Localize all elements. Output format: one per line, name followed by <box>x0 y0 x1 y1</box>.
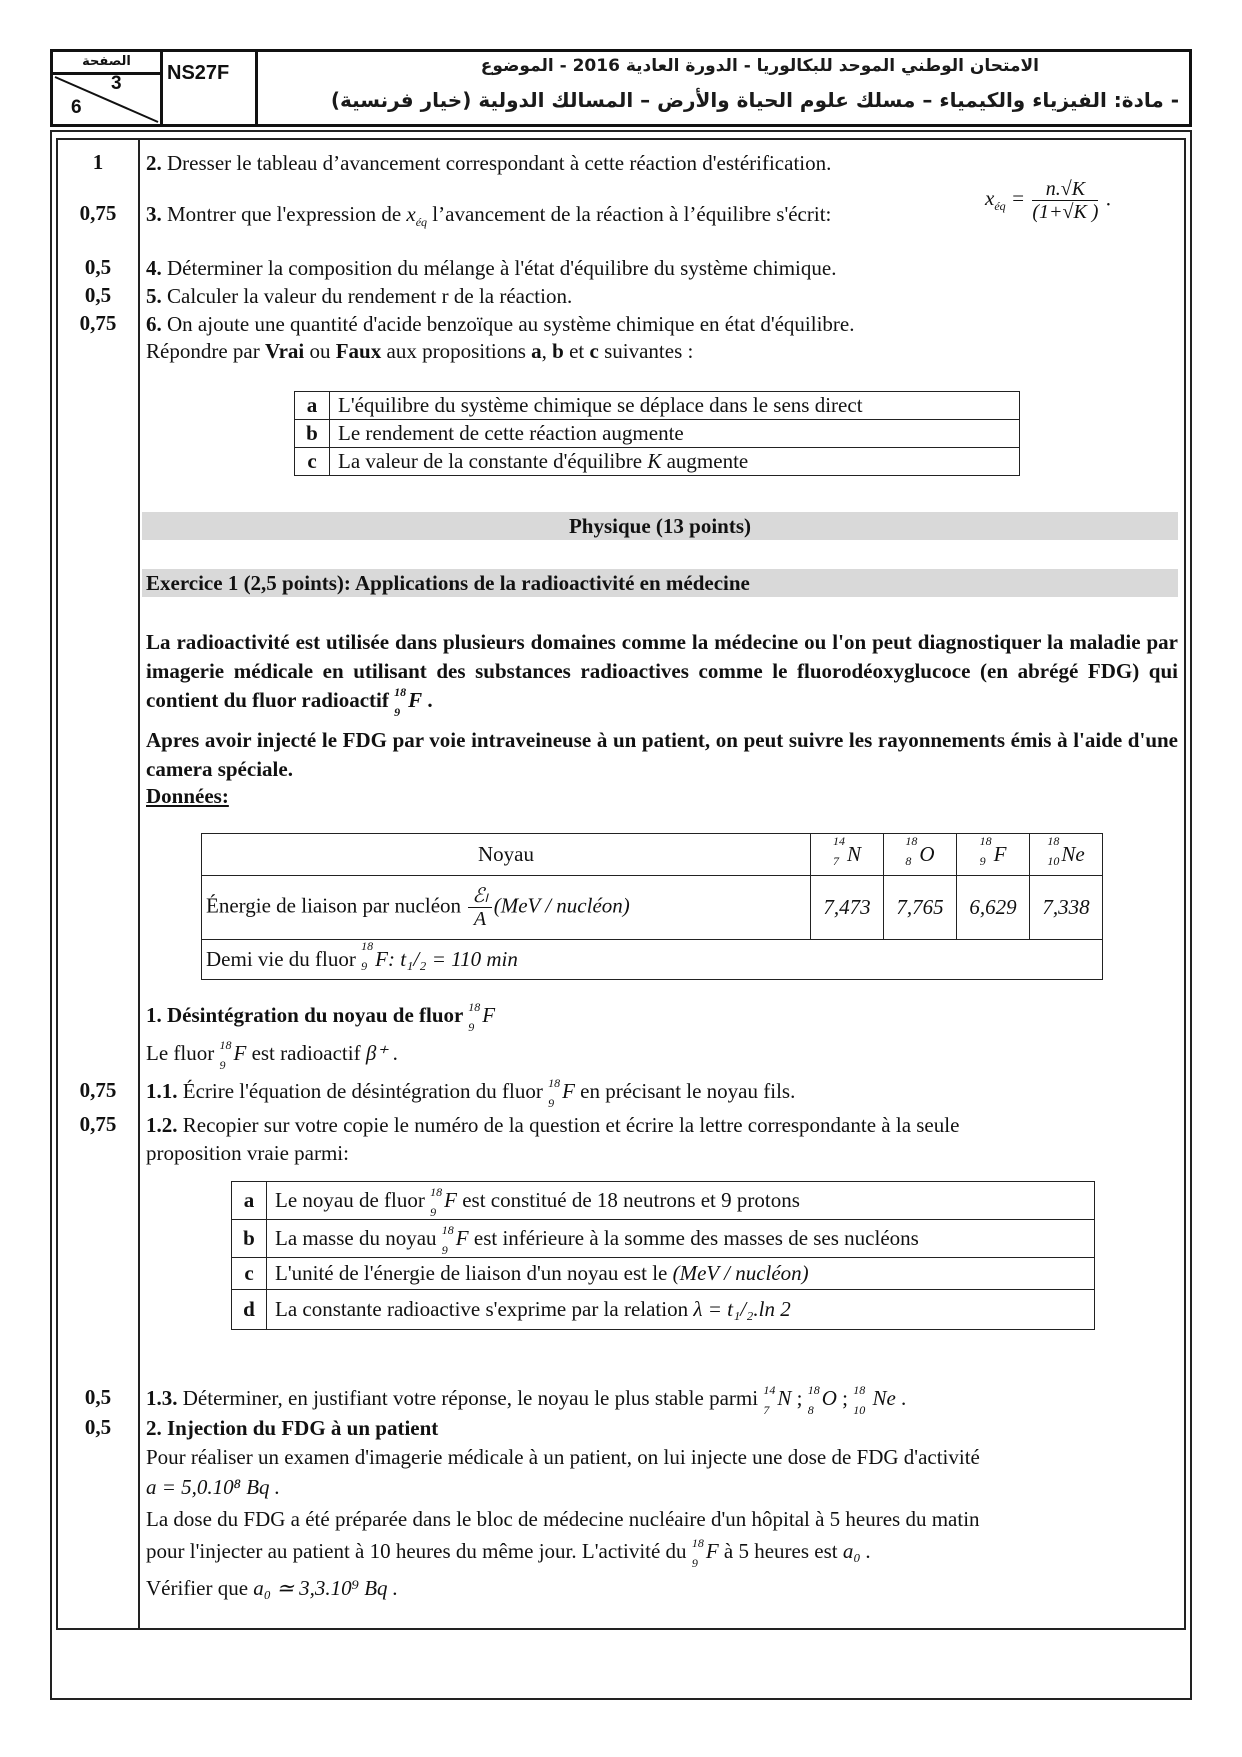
instruction-text: Répondre par <box>146 339 265 363</box>
option-text-part: L'unité de l'énergie de liaison d'un noyau est le <box>275 1261 673 1285</box>
option-letter: b <box>295 420 330 448</box>
energy-label: Énergie de liaison par nucléon <box>206 893 462 918</box>
variable-x: x <box>406 202 416 226</box>
separator: , <box>541 339 553 363</box>
formula-tail: . <box>1105 186 1111 211</box>
part2-line4: pour l'injecter au patient à 10 heures du même jour. L'activité du 18 9 F à 5 heures est a₀ . <box>146 1536 872 1570</box>
part2-line1: Pour réaliser un examen d'imagerie médicale à un patient, on lui injecte une dose de FDG d'activité <box>146 1445 980 1469</box>
table-row <box>232 1258 1095 1290</box>
intro-text: Le fluor <box>146 1041 220 1065</box>
separator: et <box>563 339 590 363</box>
exam-title <box>263 52 1189 124</box>
letter-c: c <box>589 339 599 363</box>
question-text: Montrer que l'expression de <box>161 202 407 226</box>
question-6 <box>146 311 855 337</box>
table-row <box>202 940 1103 980</box>
halflife-cell: Demi vie du fluor 18 9 F: t₁/₂ = 110 min <box>202 940 1103 980</box>
table-row <box>295 448 1020 476</box>
question-text: Calculer la valeur du rendement r de la réaction. <box>161 284 573 308</box>
question-text: Recopier sur votre copie le numéro de la question et écrire la lettre correspondante à la seule <box>177 1113 960 1137</box>
formula-numerator: n.√K <box>1032 178 1098 201</box>
energy-label-cell <box>202 876 811 940</box>
activity-a0: a₀ . <box>842 1539 872 1563</box>
frac-num: ℰₗ <box>468 885 491 908</box>
question-number: 6. <box>146 312 162 336</box>
question-2 <box>146 150 831 176</box>
formula-denominator: (1+√K ) <box>1032 201 1099 223</box>
faux-label: Faux <box>335 339 382 363</box>
part2-line3: La dose du FDG a été préparée dans le bloc de médecine nucléaire d'un hôpital à 5 heures du matin <box>146 1507 980 1531</box>
option-text-part: (MeV / nucléon) <box>672 1261 809 1285</box>
question-number: 1.2. <box>146 1113 178 1137</box>
question-number: 1.3. <box>146 1386 178 1410</box>
diagonal-divider-icon <box>53 75 160 124</box>
verify-formula: a₀ ≃ 3,3.10⁹ Bq . <box>253 1576 399 1600</box>
nucleus-n14: 14 7 N <box>811 834 884 876</box>
question-text-continued: l’avancement de la réaction à l’équilibre s'écrit: <box>427 202 832 226</box>
points-q13: 0,5 <box>84 1385 112 1409</box>
question-number: 3. <box>146 202 162 226</box>
table-row <box>202 834 1103 876</box>
option-text: Le noyau de fluor 18 9 F est constitué de 18 neutrons et 9 protons <box>267 1182 1095 1220</box>
section-title-physique: Physique (13 points) <box>142 512 1178 540</box>
question-number: 1.1. <box>146 1079 178 1103</box>
part2-activity: a = 5,0.10⁸ Bq . <box>146 1475 281 1499</box>
table-row <box>232 1290 1095 1330</box>
option-text-part: augmente <box>661 449 749 473</box>
option-text <box>267 1290 1095 1330</box>
frac-den: A <box>473 908 487 930</box>
points-q11: 0,75 <box>79 1078 117 1102</box>
instruction-text: suivantes : <box>598 339 694 363</box>
letter-a: a <box>531 339 542 363</box>
question-1-2 <box>146 1112 959 1138</box>
points-q3: 0,75 <box>79 201 117 225</box>
verify-text: Vérifier que <box>146 1576 254 1600</box>
points-q6: 0,75 <box>79 311 117 335</box>
part1-title-text: 1. Désintégration du noyau de fluor <box>146 1003 469 1027</box>
option-letter: d <box>232 1290 267 1330</box>
halflife-value: : t₁/₂ = 110 min <box>387 947 518 971</box>
constant-k: K <box>647 449 662 473</box>
part2-verify <box>146 1575 398 1601</box>
halflife-label: Demi vie du fluor <box>206 947 362 971</box>
nucleus-o18: 18 8 O <box>884 834 957 876</box>
option-text-part: Le noyau de fluor <box>275 1188 431 1212</box>
exam-header <box>50 49 1192 127</box>
points-q12: 0,75 <box>79 1112 117 1136</box>
option-text-part: La masse du noyau <box>275 1226 442 1250</box>
question-text: Déterminer, en justifiant votre réponse, le noyau le plus stable parmi <box>177 1386 764 1410</box>
question-1-2-continued: proposition vraie parmi: <box>146 1141 349 1165</box>
question-text: Écrire l'équation de désintégration du fluor <box>177 1079 549 1103</box>
instruction-text: aux propositions <box>381 339 532 363</box>
question-text: en précisant le noyau fils. <box>574 1079 796 1103</box>
table-row <box>295 420 1020 448</box>
beta-plus: β⁺ <box>365 1041 388 1065</box>
energy-value-f18: 6,629 <box>957 876 1030 940</box>
formula-xeq <box>985 178 1111 223</box>
q6-options-table <box>294 391 1020 476</box>
line-text: à 5 heures est <box>718 1539 843 1563</box>
formula-fraction <box>1032 178 1098 223</box>
question-4 <box>146 255 836 281</box>
option-text <box>330 448 1020 476</box>
question-3 <box>146 201 831 235</box>
exam-title-line1: الامتحان الوطني الموحد للبكالوريا - الدورة العادية 2016 - الموضوع <box>480 56 1039 76</box>
part2-title: 2. Injection du FDG à un patient <box>146 1416 439 1440</box>
question-text: On ajoute une quantité d'acide benzoïque au système chimique en état d'équilibre. <box>161 312 855 336</box>
page-current: 3 <box>111 73 122 94</box>
option-letter: a <box>232 1182 267 1220</box>
exercise-title: Exercice 1 (2,5 points): Applications de la radioactivité en médecine <box>142 569 1178 597</box>
table-row <box>232 1220 1095 1258</box>
option-text: L'équilibre du système chimique se déplace dans le sens direct <box>330 392 1020 420</box>
nucleus-f18: 18 9 F <box>957 834 1030 876</box>
question-text: Dresser le tableau d’avancement correspondant à cette réaction d'estérification. <box>161 151 832 175</box>
table-row <box>232 1182 1095 1220</box>
option-letter: c <box>295 448 330 476</box>
question-1-1: 1.1. Écrire l'équation de désintégration du fluor 18 9 F en précisant le noyau fils. <box>146 1076 796 1110</box>
vrai-label: Vrai <box>264 339 305 363</box>
exam-code: NS27F <box>163 52 258 124</box>
points-q5: 0,5 <box>84 283 112 307</box>
question-number: 4. <box>146 256 162 280</box>
energy-fraction <box>468 885 491 930</box>
option-text: La masse du noyau 18 9 F est inférieure à la somme des masses de ses nucléons <box>267 1220 1095 1258</box>
exam-title-line2: - مادة: الفيزياء والكيمياء – مسلك علوم الحياة والأرض – المسالك الدولية (خيار فرنسية) <box>330 88 1179 112</box>
option-letter: c <box>232 1258 267 1290</box>
letter-b: b <box>552 339 564 363</box>
formula-lhs: $x_{éq}$ = <box>985 186 1026 214</box>
option-letter: b <box>232 1220 267 1258</box>
noyau-header: Noyau <box>202 834 811 876</box>
points-q4: 0,5 <box>84 255 112 279</box>
energy-value-o18: 7,765 <box>884 876 957 940</box>
instruction-text: ou <box>304 339 336 363</box>
question-number: 5. <box>146 284 162 308</box>
question-6-instruction <box>146 338 693 364</box>
energy-value-n14: 7,473 <box>811 876 884 940</box>
question-number: 2. <box>146 151 162 175</box>
option-text-part: est constitué de 18 neutrons et 9 protons <box>462 1188 800 1212</box>
page-number-box <box>53 52 163 124</box>
option-text <box>267 1258 1095 1290</box>
option-text-part: La valeur de la constante d'équilibre <box>338 449 648 473</box>
option-text-part: La constante radioactive s'exprime par la relation <box>275 1297 694 1321</box>
nucleus-ne18: 18 10 Ne <box>1030 834 1103 876</box>
table-row <box>202 876 1103 940</box>
points-q2: 1 <box>92 150 104 174</box>
points-part2: 0,5 <box>84 1415 112 1439</box>
question-text: Déterminer la composition du mélange à l'état d'équilibre du système chimique. <box>161 256 837 280</box>
part1-title: 1. Désintégration du noyau de fluor 18 9 F <box>146 1000 496 1034</box>
part1-intro: Le fluor 18 9 F est radioactif β⁺ . <box>146 1038 398 1072</box>
energy-value-ne18: 7,338 <box>1030 876 1103 940</box>
page-label: الصفحة <box>53 52 160 75</box>
energy-unit: (MeV / nucléon) <box>493 893 630 918</box>
q12-options-table <box>231 1181 1095 1330</box>
option-text: Le rendement de cette réaction augmente <box>330 420 1020 448</box>
option-text-part: est inférieure à la somme des masses de ses nucléons <box>473 1226 919 1250</box>
nuclear-data-table <box>201 833 1103 980</box>
question-5 <box>146 283 572 309</box>
option-text-part: λ = t₁/₂.ln 2 <box>693 1297 791 1321</box>
intro-paragraph-2: Apres avoir injecté le FDG par voie intraveineuse à un patient, on peut suivre les rayonnements émis à l'aide d'une camera spéciale. <box>146 728 1178 781</box>
question-1-3: 1.3. Déterminer, en justifiant votre réponse, le noyau le plus stable parmi 14 7 N ; 18 8 O ; 18 10 Ne . <box>146 1383 907 1417</box>
option-letter: a <box>295 392 330 420</box>
table-row <box>295 392 1020 420</box>
intro-paragraph-1: La radioactivité est utilisée dans plusieurs domaines comme la médecine ou l'on peut diagnostiquer la maladie par imagerie médicale en utilisant des substances radioactives comme le fluorodéoxyglucoce (en abrégé FDG) qui contient du fluor radioactif 18 9 F . <box>146 630 1178 719</box>
intro-text: La radioactivité est utilisée dans plusieurs domaines comme la médecine ou l'on peut diagnostiquer la maladie par imagerie médicale en utilisant des substances radioactives comme le fluorodéoxyglucoce (en abrégé FDG) qui contient du fluor radioactif <box>146 630 1178 712</box>
isotope-f18: 18 9 F <box>394 685 423 719</box>
points-column-divider <box>138 140 140 1628</box>
line-text: pour l'injecter au patient à 10 heures du même jour. L'activité du <box>146 1539 692 1563</box>
intro-text: est radioactif <box>246 1041 366 1065</box>
page-total: 6 <box>71 97 82 118</box>
data-label: Données: <box>146 784 229 808</box>
variable-subscript: éq <box>415 215 428 230</box>
